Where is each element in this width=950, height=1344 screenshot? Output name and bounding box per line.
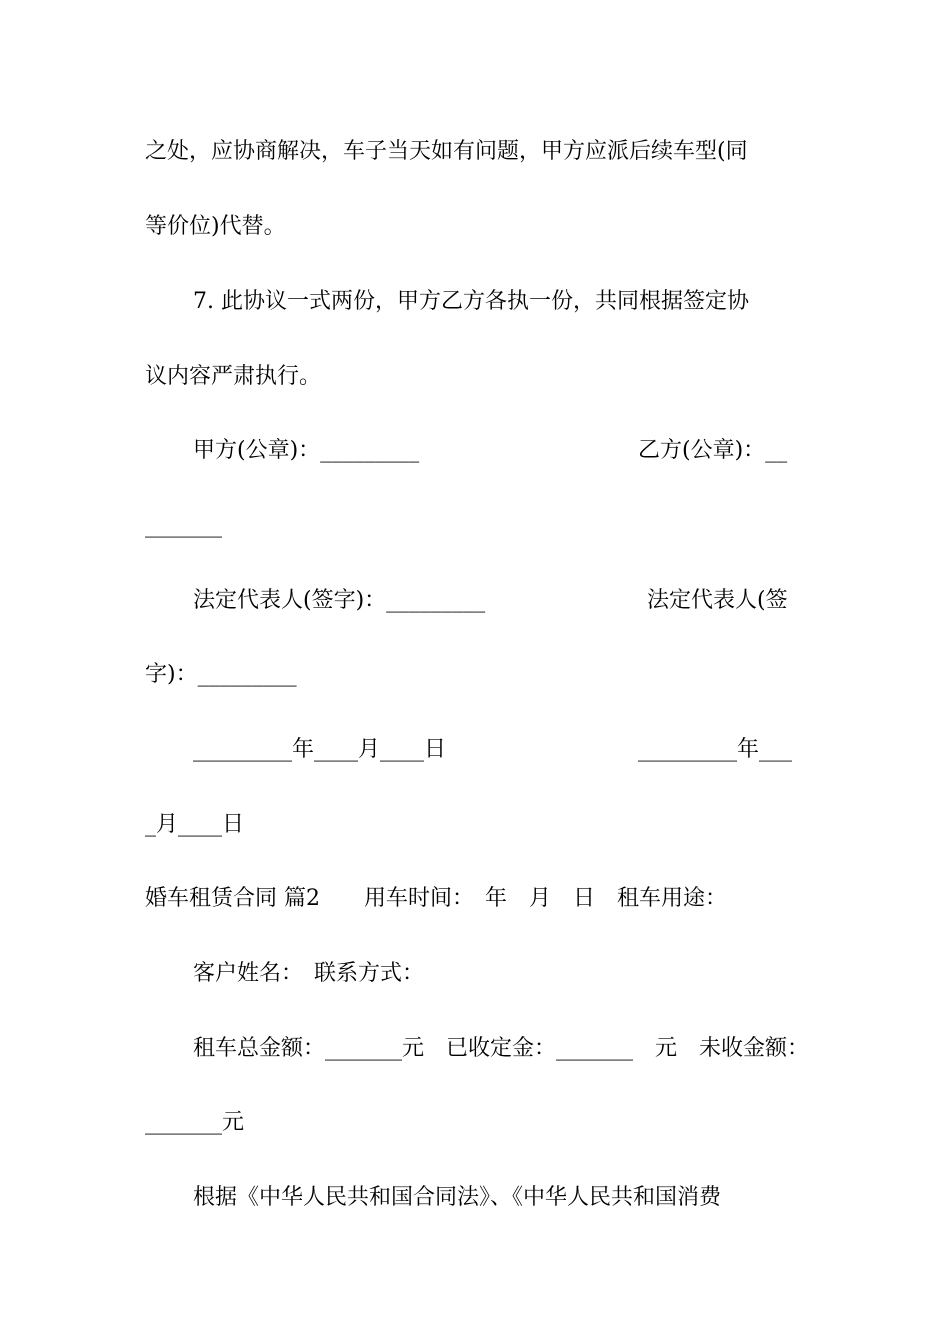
party-b-seal: 乙方(公章)：__ — [638, 438, 788, 463]
party-b-representative: 法定代表人(签 — [647, 588, 788, 613]
customer-info-line: 客户姓名： 联系方式： — [193, 961, 425, 986]
legal-basis-line: 根据《中华人民共和国合同法》、《中华人民共和国消费 — [193, 1185, 722, 1210]
payment-line: 租车总金额：_______元 已收定金：_______ 元 未收金额： — [193, 1036, 810, 1061]
party-a-seal: 甲方(公章)：_________ — [193, 438, 420, 463]
clause-7-line: 议内容严肃执行。 — [145, 364, 322, 389]
party-a-date: _________年____月____日 — [193, 737, 447, 762]
clause-7-line: 7. 此协议一式两份，甲方乙方各执一份，共同根据签定协 — [193, 289, 749, 314]
party-a-representative: 法定代表人(签字)：_________ — [193, 588, 486, 613]
party-b-representative-continued: 字)：_________ — [145, 662, 297, 687]
party-b-date-continued: _月____日 — [145, 812, 245, 837]
paragraph-line: 等价位)代替。 — [145, 214, 286, 239]
payment-line-continued: _______元 — [145, 1110, 245, 1135]
section-heading: 婚车租赁合同 篇2 用车时间： 年 月 日 租车用途： — [145, 886, 727, 911]
paragraph-line: 之处，应协商解决，车子当天如有问题，甲方应派后续车型(同 — [145, 139, 748, 164]
party-b-seal-continued: _______ — [145, 513, 222, 538]
party-b-date: _________年___ — [638, 737, 793, 762]
